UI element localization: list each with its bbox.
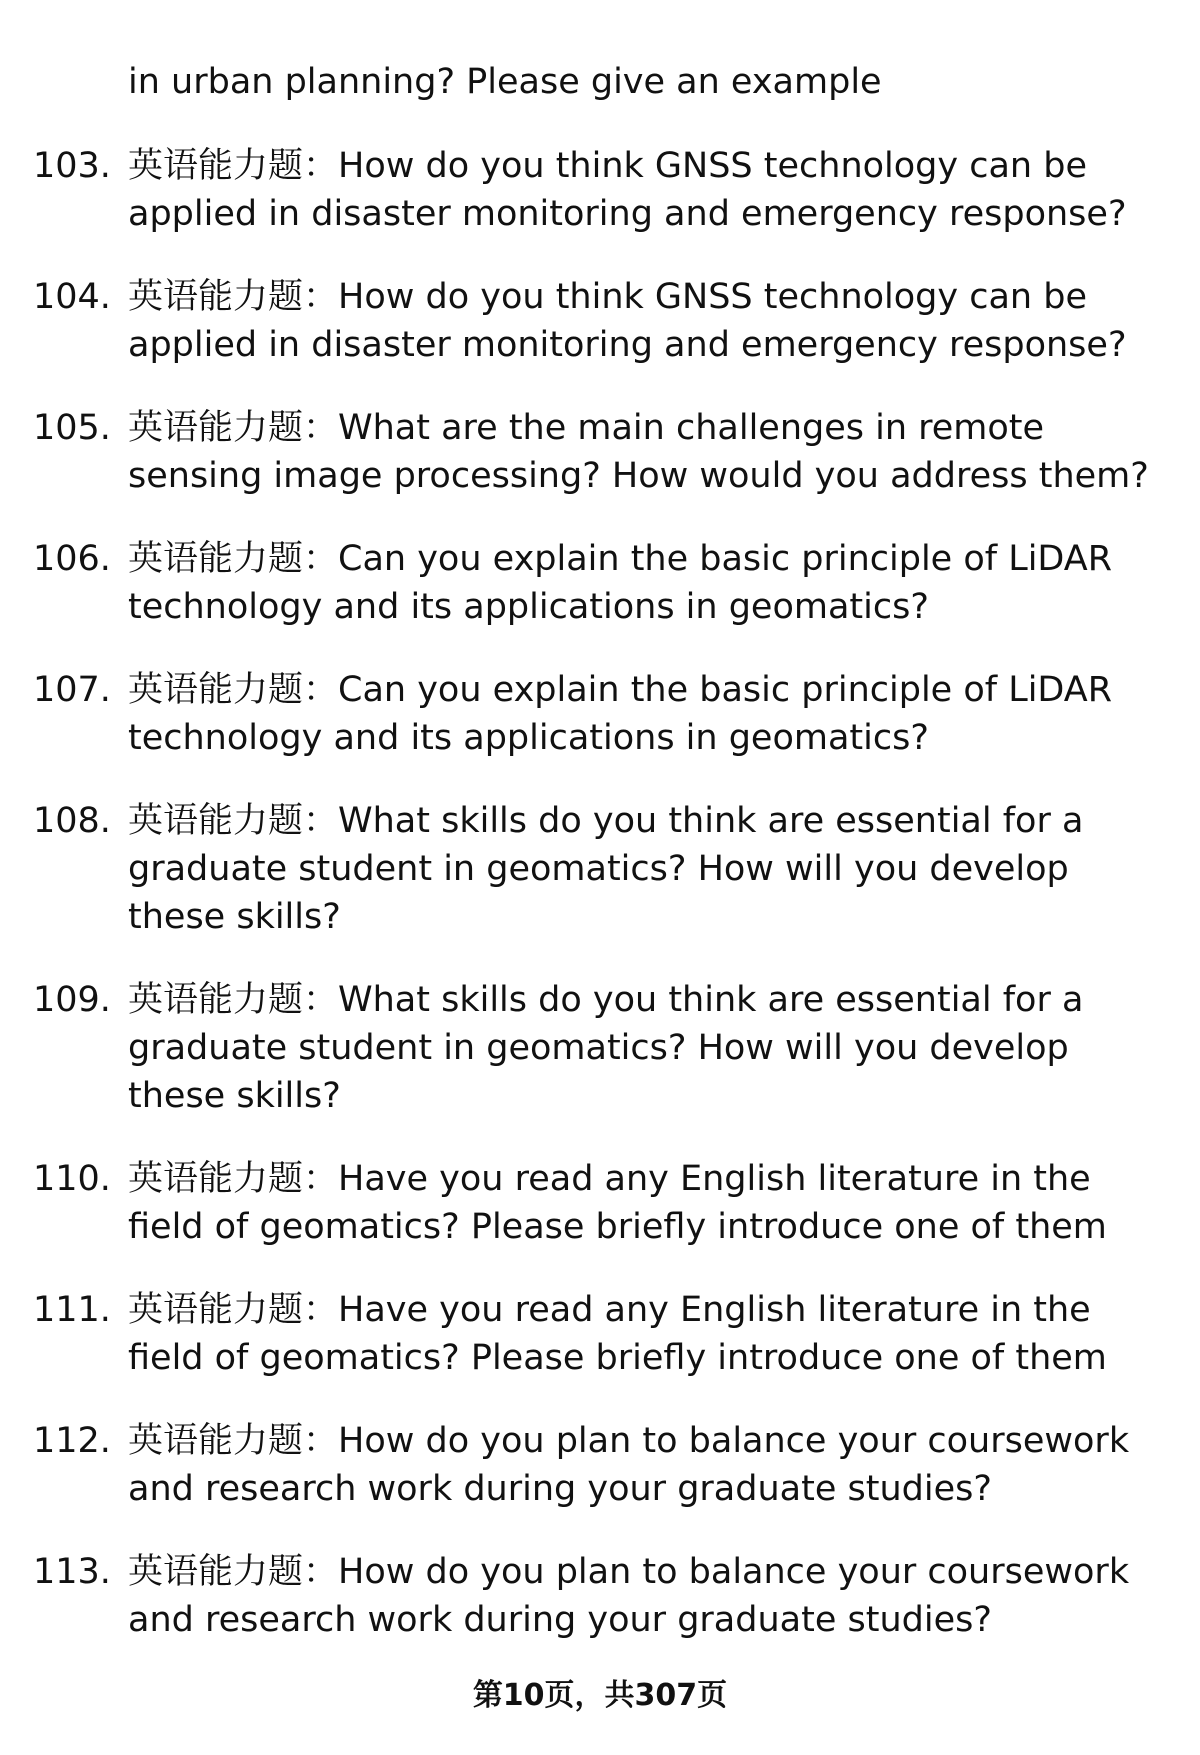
question-item	[0, 1155, 1200, 1251]
question-item	[0, 666, 1200, 762]
question-item	[0, 142, 1200, 238]
question-text	[128, 1548, 1138, 1644]
question-line	[128, 1417, 1138, 1465]
question-line: these skills?	[128, 1076, 341, 1116]
question-line: sensing image processing? How would you address them?	[128, 456, 1149, 496]
question-text	[128, 666, 1138, 762]
question-text	[128, 1286, 1138, 1382]
question-line-text: Can you explain the basic principle of LiDAR	[338, 539, 1113, 579]
question-line-text: What skills do you think are essential for a	[338, 980, 1084, 1020]
question-tag: 英语能力题：	[128, 1159, 339, 1199]
question-item	[0, 404, 1200, 500]
question-number: 111.	[33, 1290, 111, 1330]
question-line-text: How do you plan to balance your coursework	[338, 1552, 1130, 1592]
question-line-text: What skills do you think are essential for a	[338, 801, 1084, 841]
question-line: field of geomatics? Please briefly introduce one of them	[128, 1207, 1107, 1247]
question-tag: 英语能力题：	[128, 1552, 339, 1592]
question-line: applied in disaster monitoring and emergency response?	[128, 325, 1127, 365]
question-line	[128, 976, 1138, 1024]
question-tag: 英语能力题：	[128, 277, 339, 317]
question-line: technology and its applications in geomatics?	[128, 587, 929, 627]
question-item	[0, 535, 1200, 631]
question-line	[128, 666, 1138, 714]
question-tag: 英语能力题：	[128, 539, 339, 579]
question-item	[0, 273, 1200, 369]
question-item	[0, 1417, 1200, 1513]
question-number: 103.	[33, 146, 111, 186]
question-number: 112.	[33, 1421, 111, 1461]
question-tag: 英语能力题：	[128, 670, 339, 710]
question-tag: 英语能力题：	[128, 1290, 339, 1330]
question-number: 106.	[33, 539, 111, 579]
question-line	[128, 1548, 1138, 1596]
question-number: 110.	[33, 1159, 111, 1199]
question-tag: 英语能力题：	[128, 408, 339, 448]
question-text	[128, 797, 1138, 941]
question-item	[0, 1548, 1200, 1644]
question-tag: 英语能力题：	[128, 980, 339, 1020]
continuation-text: in urban planning? Please give an example	[128, 62, 882, 102]
question-number: 104.	[33, 277, 111, 317]
question-line: and research work during your graduate studies?	[128, 1600, 992, 1640]
question-text	[128, 535, 1138, 631]
question-line-text: How do you think GNSS technology can be	[338, 146, 1087, 186]
question-line-text: How do you plan to balance your coursework	[338, 1421, 1130, 1461]
question-tag: 英语能力题：	[128, 801, 339, 841]
question-list	[0, 142, 1200, 1679]
question-tag: 英语能力题：	[128, 146, 339, 186]
question-line	[128, 535, 1138, 583]
question-number: 107.	[33, 670, 111, 710]
question-text	[128, 1417, 1138, 1513]
question-line-text: What are the main challenges in remote	[338, 408, 1045, 448]
question-line-text: How do you think GNSS technology can be	[338, 277, 1087, 317]
page-footer: 第10页，共307页	[472, 1678, 728, 1713]
question-line	[128, 1286, 1138, 1334]
question-text	[128, 1155, 1138, 1251]
question-line: applied in disaster monitoring and emergency response?	[128, 194, 1127, 234]
question-line	[128, 404, 1138, 452]
question-text	[128, 404, 1149, 500]
question-line-text: Can you explain the basic principle of LiDAR	[338, 670, 1113, 710]
question-item	[0, 1286, 1200, 1382]
question-line	[128, 1155, 1138, 1203]
question-text	[128, 273, 1138, 369]
question-line: graduate student in geomatics? How will you develop	[128, 1028, 1069, 1068]
question-line	[128, 142, 1138, 190]
question-line: technology and its applications in geomatics?	[128, 718, 929, 758]
question-text	[128, 142, 1138, 238]
question-line	[128, 797, 1138, 845]
question-item	[0, 797, 1200, 941]
question-line: and research work during your graduate studies?	[128, 1469, 992, 1509]
question-line-text: Have you read any English literature in the	[338, 1290, 1091, 1330]
question-number: 108.	[33, 801, 111, 841]
question-line: graduate student in geomatics? How will you develop	[128, 849, 1069, 889]
question-line: field of geomatics? Please briefly introduce one of them	[128, 1338, 1107, 1378]
question-number: 109.	[33, 980, 111, 1020]
question-text	[128, 976, 1138, 1120]
question-line: these skills?	[128, 897, 341, 937]
question-number: 105.	[33, 408, 111, 448]
question-item	[0, 976, 1200, 1120]
question-number: 113.	[33, 1552, 111, 1592]
question-tag: 英语能力题：	[128, 1421, 339, 1461]
question-line	[128, 273, 1138, 321]
question-line-text: Have you read any English literature in the	[338, 1159, 1091, 1199]
